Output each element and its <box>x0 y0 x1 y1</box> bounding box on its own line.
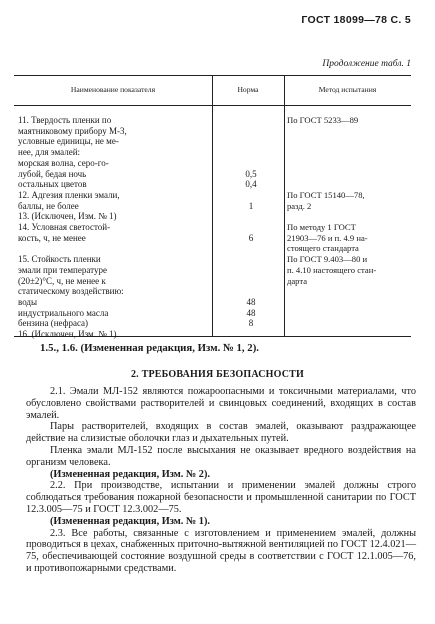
column-header-method: Метод испытания <box>318 85 377 94</box>
paragraph: 2.1. Эмали МЛ-152 являются пожароопасными и токсичными материалами, что обусловлено свойствами растворителей и свинцовых соединений, входящих в состав эмалей. <box>26 386 416 421</box>
section-title: 2. ТРЕБОВАНИЯ БЕЗОПАСНОСТИ <box>130 369 305 380</box>
properties-table <box>14 75 411 340</box>
column-header-property: Наименование показателя <box>70 85 156 94</box>
method-column-text: По ГОСТ 5233—89 По ГОСТ 15140—78, разд. 2 По методу 1 ГОСТ 21903—76 и п. 4.9 на- стоящего стандарта По ГОСТ 9.403—80 и п. 4.10 настоящего стан- дарта <box>287 115 377 286</box>
paragraph: 2.3. Все работы, связанные с изготовлением и применением эмалей, должны проводиться в цехах, снабженных приточно-вытяжной вентиляцией по ГОСТ 12.4.021—75, обеспечивающей состояние воздушной среды в соответствии с ГОСТ 12.1.005—76, и противопожарными средствами. <box>26 527 416 574</box>
column-header-norm: Норма <box>237 85 259 94</box>
amendment-note: (Измененная редакция, Изм. № 2). <box>50 468 210 480</box>
amendment-note: 1.5., 1.6. (Измененная редакция, Изм. № 1, 2). <box>40 342 260 354</box>
property-column-text: 11. Твердость пленки по маятниковому прибору М-3, условные единицы, не ме- нее, для эмалей: морская волна, серо-го- лубой, бедая ночь остальных цветов 12. Адгезия пленки эмали, баллы, не более 13. (Исключен, Изм. № 1) 14. Условная светостой- кость, ч, не менее 15. Стойкость пленки эмали при температуре (20±2)°С, ч, не менее к статическому воздействию: воды индустриального масла бензина (нефраса) 16. (Исключен, Изм. № 1). <box>18 115 127 340</box>
norm-column-text: 0,5 0,4 1 6 48 48 8 <box>245 168 257 329</box>
table-column-divider <box>284 75 285 337</box>
table-continuation-label: Продолжение табл. 1 <box>322 59 411 69</box>
amendment-note: (Измененная редакция, Изм. № 1). <box>50 515 210 527</box>
page-header: ГОСТ 18099—78 С. 5 <box>301 14 411 26</box>
paragraph: Пленка эмали МЛ-152 после высыхания не оказывает вредного воздействия на организм человека. <box>26 444 416 468</box>
paragraph: 2.2. При производстве, испытании и применении эмалей должны строго соблюдаться требования пожарной безопасности и промышленной санитарии по ГОСТ 12.3.005—75 и ГОСТ 12.3.002—75. <box>26 480 416 515</box>
paragraph: Пары растворителей, входящих в состав эмалей, оказывают раздражающее действие на слизистые оболочки глаз и дыхательных путей. <box>26 421 416 445</box>
section-body <box>26 386 416 575</box>
